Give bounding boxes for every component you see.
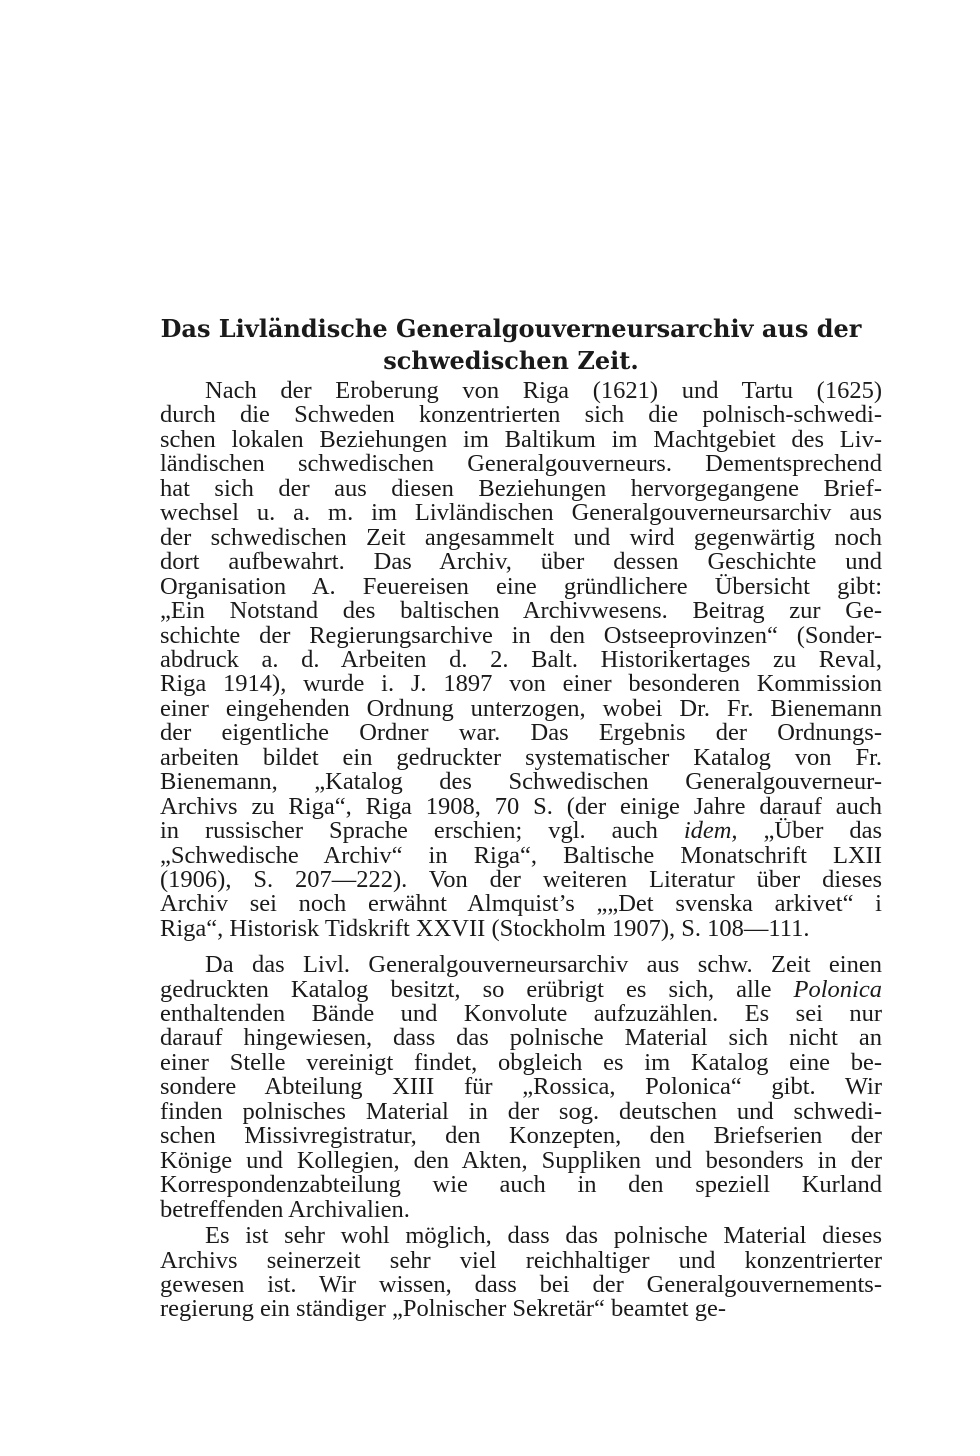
text-line [160,550,882,574]
document-title [150,313,872,377]
text-line [160,694,882,722]
text-line [160,599,882,623]
text-segment: Organisation A. Feuereisen eine gründlichere Übersicht gibt: [160,572,882,600]
text-segment: Archivs zu Riga“, Riga 1908, 70 S. (der einige Jahre darauf auch [160,792,882,820]
text-segment: arbeiten bildet ein gedruckter systematischer Katalog von Fr. [160,743,882,771]
text-segment: (1906), S. 207—222). Von der weiteren Literatur über dieses [160,866,882,893]
text-segment: durch die Schweden konzentrierten sich die polnisch-schwedi- [160,401,882,429]
text-segment: Nach der Eroberung von Riga (1621) und Tartu (1625) [205,377,882,404]
text-line [160,770,882,794]
text-segment: wechsel u. a. m. im Livländischen Generalgouverneursarchiv aus [160,499,882,527]
text-segment: „Über das [737,817,882,845]
text-segment: „Schwedische Archiv“ in Riga“, Baltische Monatschrift LXII [160,841,882,869]
text-segment: darauf hingewiesen, dass das polnische Material sich nicht an [160,1024,882,1052]
text-line [160,1146,882,1174]
text-line [160,523,882,551]
text-line [205,953,882,977]
text-segment: Archivs seinerzeit sehr viel reichhaltiger und konzentrierter [160,1246,882,1274]
text-line [160,1097,882,1125]
text-line [160,999,882,1027]
text-segment: Archiv sei noch erwähnt Almquist’s „„Det svenska arkivet“ i [160,890,882,918]
text-line [160,914,882,942]
text-segment: Es ist sehr wohl möglich, dass das polnische Material dieses [205,1222,882,1249]
text-line [160,819,882,843]
italic-term: idem, [683,817,738,845]
text-segment: schen lokalen Beziehungen im Baltikum im Machtgebiet des Liv- [160,425,882,453]
text-segment: betreffenden Archivalien. [160,1195,410,1223]
text-segment: gewesen ist. Wir wissen, dass bei der Generalgouvernements- [160,1270,882,1298]
text-line [160,501,882,525]
text-segment: Da das Livl. Generalgouverneursarchiv aus schw. Zeit einen [205,951,882,978]
text-line [160,672,882,696]
text-line [160,1124,882,1148]
text-segment: enthaltenden Bände und Konvolute aufzuzählen. Es sei nur [160,999,882,1027]
text-line [160,1246,882,1274]
text-line [160,403,882,427]
text-line [160,1075,882,1099]
text-segment: der eigentliche Ordner war. Das Ergebnis der Ordnungs- [160,719,882,747]
text-segment: dort aufbewahrt. Das Archiv, über dessen Geschichte und [160,548,882,576]
text-line [160,743,882,771]
text-line [160,1026,882,1050]
text-line [160,452,882,476]
title-line-1: Das Livländische Generalgouverneursarchiv aus der [160,314,862,343]
text-line [160,572,882,600]
text-line [160,892,882,916]
title-line-2: schwedischen Zeit. [383,346,639,375]
text-segment: in russischer Sprache erschien; vgl. auch [160,817,684,845]
text-segment: ländischen schwedischen Generalgouverneurs. Dementsprechend [160,450,882,478]
text-line [160,1195,882,1223]
text-segment: Korrespondenzabteilung wie auch in den speziell Kurland [160,1171,882,1198]
text-line [160,841,882,869]
text-line [160,474,882,502]
text-line [160,721,882,745]
text-line [160,621,882,649]
text-line [160,1270,882,1298]
text-line [205,1224,882,1248]
text-segment: einer eingehenden Ordnung unterzogen, wobei Dr. Fr. Bienemann [160,694,882,722]
text-line [160,1048,882,1076]
text-segment: hat sich der aus diesen Beziehungen hervorgegangene Brief- [160,474,882,502]
text-line [160,792,882,820]
text-segment: schen Missivregistratur, den Konzepten, den Briefserien der [160,1122,882,1150]
text-line [160,425,882,453]
text-segment: „Ein Notstand des baltischen Archivwesens. Beitrag zur Ge- [160,597,882,624]
text-segment: der schwedischen Zeit angesammelt und wird gegenwärtig noch [160,523,882,551]
text-line [160,1173,882,1197]
text-segment: Riga“, Historisk Tidskrift XXVII (Stockholm 1907), S. 108—111. [160,914,810,942]
text-line [160,975,882,1003]
text-segment: finden polnisches Material in der sog. deutschen und schwedi- [160,1097,882,1125]
text-segment: gedruckten Katalog besitzt, so erübrigt es sich, alle [160,975,794,1003]
text-line [205,379,882,403]
text-segment: Riga 1914), wurde i. J. 1897 von einer besonderen Kommission [160,670,882,698]
text-line [160,648,882,672]
text-segment: sondere Abteilung XIII für „Rossica, Polonica“ gibt. Wir [160,1073,882,1101]
text-line [160,1297,882,1321]
text-segment: regierung ein ständiger „Polnischer Sekretär“ beamtet ge- [160,1295,726,1323]
text-line [160,868,882,892]
text-segment: Bienemann, „Katalog des Schwedischen Generalgouverneur- [160,768,882,796]
italic-term: Polonica [793,975,882,1003]
text-segment: Könige und Kollegien, den Akten, Suppliken und besonders in der [160,1146,882,1174]
text-segment: schichte der Regierungsarchive in den Ostseeprovinzen“ (Sonder- [160,621,882,649]
text-segment: abdruck a. d. Arbeiten d. 2. Balt. Historikertages zu Reval, [160,646,882,673]
text-segment: einer Stelle vereinigt findet, obgleich es im Katalog eine be- [160,1048,882,1076]
